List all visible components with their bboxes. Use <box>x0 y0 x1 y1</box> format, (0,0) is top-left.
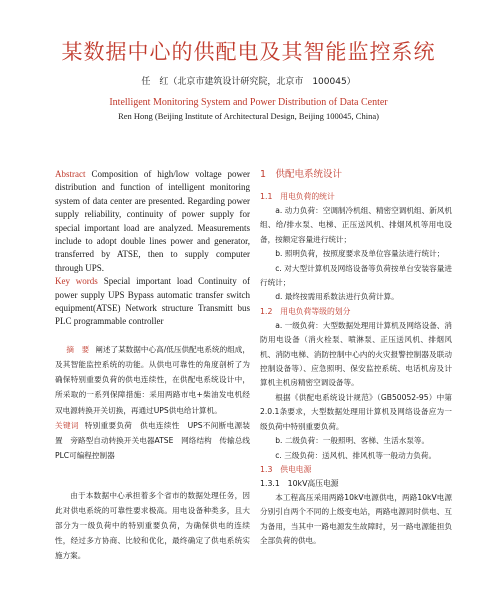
abstract-en-text: Composition of high/low voltage power distribution and function of intelligent monitoring system of data center are presented. Regarding power supply reliability, continuity of power supply for special important load are analyzed. Measurements include to adopt double lines power and generator, transferred by ATSE, then to supply computer through UPS. <box>55 169 250 273</box>
paper-title-cn: 某数据中心的供配电及其智能监控系统 <box>61 40 436 64</box>
paragraph: a. 一级负荷：大型数据处理用计算机及网络设备、消防用电设备（消火栓泵、喷淋泵、正压送风机、排烟风机、消防电梯、消防控制中心内的火灾报警控制器及联动控制设备等）、应急照明、保安监控系统、电话机房及计算机主机房精密空调设备等。 <box>260 320 452 388</box>
spacer <box>55 329 250 342</box>
author-line-en: Ren Hong (Beijing Institute of Architectural Design, Beijing 100045, China) <box>118 111 379 121</box>
section-heading-1: 1 供配电系统设计 <box>260 169 343 180</box>
paragraph: b. 照明负荷，按照度要求及单位容量法进行统计； <box>275 249 445 259</box>
left-column <box>55 168 258 564</box>
section-heading-1-3-1: 1.3.1 10kV高压电源 <box>260 478 339 488</box>
paragraph: a. 动力负荷：空调制冷机组、精密空调机组、新风机组、给/排水泵、电梯、正压送风机、排烟风机等用电设备，按额定容量进行统计； <box>260 206 452 244</box>
paragraph: d. 最终按需用系数法进行负荷计算。 <box>275 292 399 302</box>
intro-paragraph: 由于本数据中心承担着多个省市的数据处理任务，因此对供电系统的可靠性要求极高。用电设备种类多，且大部分为一级负荷中的特别重要负荷，为确保供电的连续性，经过多方协商、比较和优化，最终确定了供电系统实施方案。 <box>55 490 250 561</box>
paragraph: 本工程高压采用两路10kV电源供电，两路10kV电源分别引自两个不同的上级变电站，两路电源同时供电、互为备用，当其中一路电源发生故障时，另一路电源能担负全部负荷的供电。 <box>260 492 452 546</box>
right-column <box>260 168 452 549</box>
author-line-cn: 任 红（北京市建筑设计研究院，北京市 100045） <box>141 77 356 87</box>
keywords-en-text: Special important load Continuity of power supply UPS Bypass automatic transfer switch equipment(ATSE) Network structure Transmitt bus PLC programmable controller <box>55 276 250 327</box>
section-heading-1-2: 1.2 用电负荷等级的划分 <box>260 306 351 316</box>
keywords-cn-text: 特别重要负荷 供电连续性 UPS不间断电源装置 旁路型自动转换开关电器ATSE 网络结构 传输总线 PLC可编程控制器 <box>55 420 258 461</box>
keywords-en-label: Key words <box>55 276 98 287</box>
keywords-cn <box>55 418 258 464</box>
keywords-en <box>55 275 250 329</box>
paragraph: 根据《供配电系统设计规范》（GB50052-95）中第2.0.1条要求，大型数据处理用计算机及网络设备应为一级负荷中特别重要负荷。 <box>260 392 452 431</box>
abstract-en-label: Abstract <box>55 169 86 179</box>
abstract-cn-label: 摘 要 <box>66 344 90 354</box>
spacer <box>55 464 250 488</box>
section-heading-1-3: 1.3 供电电源 <box>260 464 312 474</box>
paragraph: c. 三级负荷：送风机、排风机等一般动力负荷。 <box>275 450 437 460</box>
section-heading-1-1: 1.1 用电负荷的统计 <box>260 192 335 201</box>
keywords-cn-label: 关键词 <box>55 420 79 430</box>
abstract-cn-text: 阐述了某数据中心高/低压供配电系统的组成，及其智能监控系统的功能。从供电可靠性的角度剖析了为确保特别重要负荷的供电连续性，在供配电系统设计中，所采取的一系列保障措施：采用两路市电+柴油发电机经双电源转换开关切换，再通过UPS供电给计算机。 <box>55 344 251 415</box>
paragraph: b. 二级负荷：一般照明、客梯、生活水泵等。 <box>275 436 430 446</box>
abstract-cn <box>55 342 250 418</box>
paper-title-en: Intelligent Monitoring System and Power Distribution of Data Center <box>109 97 388 108</box>
abstract-en <box>55 168 250 275</box>
paragraph: c. 对大型计算机及网络设备等负荷按单台安装容量进行统计； <box>260 263 452 288</box>
